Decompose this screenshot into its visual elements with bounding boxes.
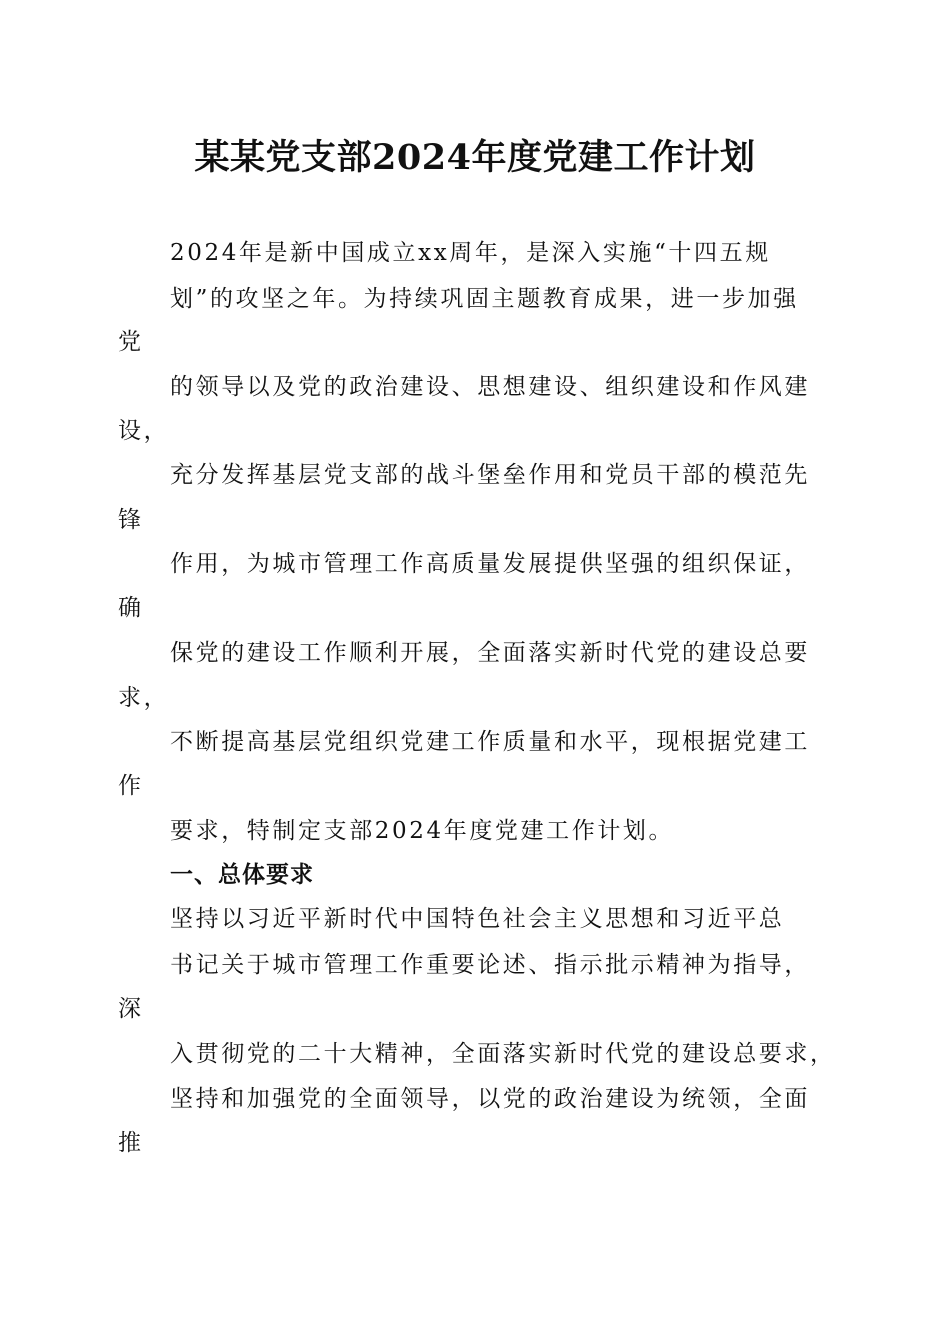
section1-line-3: 深 xyxy=(118,996,144,1022)
intro-line-11: 求， xyxy=(118,685,170,711)
intro-line-3: 党 xyxy=(118,329,144,355)
section1-line-1: 坚持以习近平新时代中国特色社会主义思想和习近平总 xyxy=(170,906,785,932)
intro-line-8: 作用，为城市管理工作高质量发展提供坚强的组织保证， xyxy=(170,551,810,577)
intro-line-4: 的领导以及党的政治建设、思想建设、组织建设和作风建 xyxy=(170,374,810,400)
section1-line-2: 书记关于城市管理工作重要论述、指示批示精神为指导， xyxy=(170,952,810,978)
intro-line-12: 不断提高基层党组织党建工作质量和水平，现根据党建工 xyxy=(170,729,810,755)
intro-line-10: 保党的建设工作顺利开展，全面落实新时代党的建设总要 xyxy=(170,640,810,666)
section1-line-5: 坚持和加强党的全面领导，以党的政治建设为统领，全面 xyxy=(170,1086,810,1112)
intro-line-2: 划”的攻坚之年。为持续巩固主题教育成果，进一步加强 xyxy=(170,286,799,312)
intro-line-6: 充分发挥基层党支部的战斗堡垒作用和党员干部的模范先 xyxy=(170,462,810,488)
section1-line-6: 推 xyxy=(118,1130,144,1156)
intro-line-9: 确 xyxy=(118,595,144,621)
intro-line-1: 2024年是新中国成立xx周年，是深入实施“十四五规 xyxy=(170,240,771,266)
intro-line-13: 作 xyxy=(118,773,144,799)
section1-line-4: 入贯彻党的二十大精神，全面落实新时代党的建设总要求， xyxy=(170,1041,836,1067)
intro-line-7: 锋 xyxy=(118,507,144,533)
document-title: 某某党支部2024年度党建工作计划 xyxy=(194,137,756,178)
intro-line-5: 设， xyxy=(118,418,170,444)
section-heading-overall-requirements: 一、总体要求 xyxy=(170,862,314,888)
intro-line-14: 要求，特制定支部2024年度党建工作计划。 xyxy=(170,818,675,844)
